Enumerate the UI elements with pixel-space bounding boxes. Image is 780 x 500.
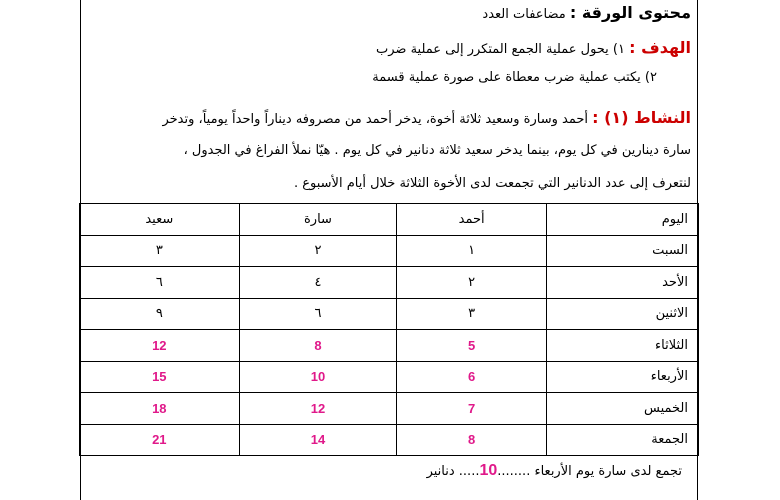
answer-sara: 14: [239, 424, 397, 456]
blank-dots-after: .....: [458, 464, 480, 479]
cell-ahmad: ٢: [397, 267, 547, 299]
answer-ahmad: 5: [397, 330, 547, 362]
header-ahmad: أحمد: [397, 204, 547, 236]
answer-ahmad: 7: [397, 393, 547, 425]
worksheet: [80, 0, 698, 500]
answer-ahmad: 6: [397, 361, 547, 393]
question-line: [427, 462, 682, 480]
worksheet-header: [81, 0, 697, 205]
cell-day: الاثنين: [547, 298, 699, 330]
cell-saeed: ٩: [80, 298, 240, 330]
goal-text-1: ١) يحول عملية الجمع المتكرر إلى عملية ضرب: [376, 42, 625, 57]
content-value: مضاعفات العدد: [482, 7, 566, 22]
question-answer: 10: [479, 462, 498, 479]
activity-line-3: لنتعرف إلى عدد الدنانير التي تجمعت لدى الأخوة الثلاثة خلال أيام الأسبوع .: [294, 176, 691, 191]
table-row: [80, 267, 699, 299]
header-day: اليوم: [547, 204, 699, 236]
answer-saeed: 21: [80, 424, 240, 456]
table-header-row: [80, 204, 699, 236]
cell-day: الجمعة: [547, 424, 699, 456]
cell-day: الخميس: [547, 393, 699, 425]
cell-day: الثلاثاء: [547, 330, 699, 362]
cell-sara: ٤: [239, 267, 397, 299]
question-suffix: دنانير: [426, 464, 455, 479]
cell-sara: ٢: [239, 235, 397, 267]
table-row: [80, 298, 699, 330]
savings-table: [79, 203, 699, 456]
cell-day: الأحد: [547, 267, 699, 299]
table-row: [80, 330, 699, 362]
activity-line-1: [162, 108, 691, 127]
cell-day: الأربعاء: [547, 361, 699, 393]
activity-text-1: أحمد وسارة وسعيد ثلاثة أخوة، يدخر أحمد من مصروفه ديناراً واحداً يومياً، وتدخر: [162, 112, 588, 127]
answer-ahmad: 8: [397, 424, 547, 456]
header-sara: سارة: [239, 204, 397, 236]
goal-label: الهدف :: [629, 38, 691, 57]
answer-sara: 8: [239, 330, 397, 362]
cell-saeed: ٣: [80, 235, 240, 267]
content-line: [482, 3, 691, 22]
activity-label: النشاط (١) :: [592, 108, 691, 127]
answer-saeed: 12: [80, 330, 240, 362]
table-row: [80, 424, 699, 456]
cell-ahmad: ١: [397, 235, 547, 267]
activity-line-2: سارة دينارين في كل يوم، بينما يدخر سعيد ثلاثة دنانير في كل يوم . هيّا نملأ الفراغ في الجدول ،: [183, 143, 691, 158]
answer-sara: 10: [239, 361, 397, 393]
goal-line-2: ٢) يكتب عملية ضرب معطاة على صورة عملية قسمة: [372, 70, 657, 85]
goal-line-1: [376, 38, 691, 57]
header-saeed: سعيد: [80, 204, 240, 236]
cell-saeed: ٦: [80, 267, 240, 299]
answer-saeed: 18: [80, 393, 240, 425]
question-prefix: تجمع لدى سارة يوم الأربعاء: [534, 464, 682, 479]
table-row: [80, 393, 699, 425]
table-row: [80, 235, 699, 267]
answer-sara: 12: [239, 393, 397, 425]
table-row: [80, 361, 699, 393]
cell-ahmad: ٣: [397, 298, 547, 330]
cell-day: السبت: [547, 235, 699, 267]
content-label: محتوى الورقة :: [569, 3, 691, 22]
answer-saeed: 15: [80, 361, 240, 393]
cell-sara: ٦: [239, 298, 397, 330]
blank-dots-before: ........: [497, 464, 531, 479]
